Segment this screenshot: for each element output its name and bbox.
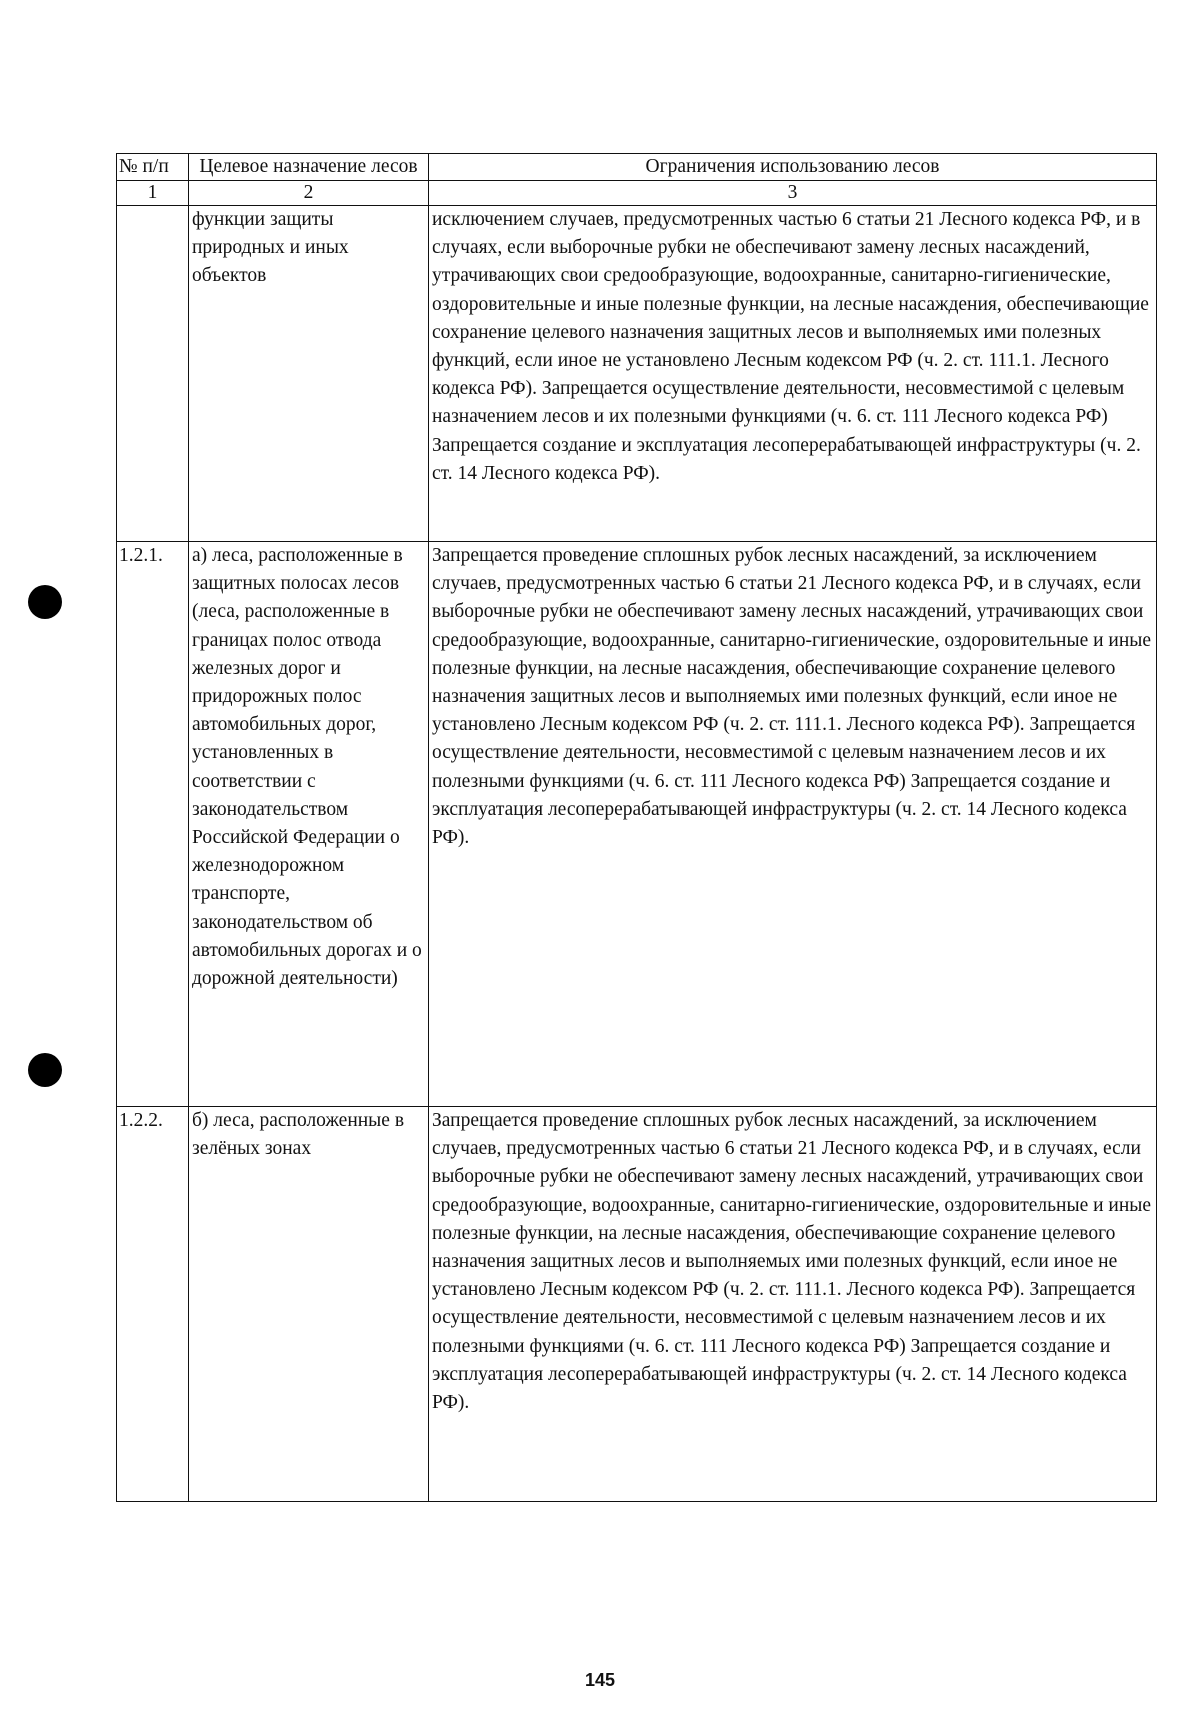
column-number-row [117, 181, 1157, 206]
table-header-row [117, 154, 1157, 181]
row-restrictions: Запрещается проведение сплошных рубок лесных насаждений, за исключением случаев, предусмотренных частью 6 статьи 21 Лесного кодекса РФ, и в случаях, если выборочные рубки не обеспечивают замену лесных насаждений, утрачивающих свои средообразующие, водоохранные, санитарно-гигиенические, оздоровительные и иные полезные функции, на лесные насаждения, обеспечивающие сохранение целевого назначения защитных лесов и выполняемых ими полезных функций, если иное не установлено Лесным кодексом РФ (ч. 2. ст. 111.1. Лесного кодекса РФ). Запрещается осуществление деятельности, несовместимой с целевым назначением лесов и их полезными функциями (ч. 6. ст. 111 Лесного кодекса РФ) Запрещается создание и эксплуатация лесоперерабатывающей инфраструктуры (ч. 2. ст. 14 Лесного кодекса РФ). [429, 542, 1157, 1107]
row-purpose: функции защиты природных и иных объектов [189, 206, 429, 542]
header-restrictions: Ограничения использованию лесов [429, 154, 1157, 181]
restrictions-table [116, 153, 1157, 1502]
row-purpose: б) леса, расположенные в зелёных зонах [189, 1107, 429, 1502]
table-row [117, 206, 1157, 542]
row-restrictions: исключением случаев, предусмотренных частью 6 статьи 21 Лесного кодекса РФ, и в случаях, если выборочные рубки не обеспечивают замену лесных насаждений, утрачивающих свои средообразующие, водоохранные, санитарно-гигиенические, оздоровительные и иные полезные функции, на лесные насаждения, обеспечивающие сохранение целевого назначения защитных лесов и выполняемых ими полезных функций, если иное не установлено Лесным кодексом РФ (ч. 2. ст. 111.1. Лесного кодекса РФ). Запрещается осуществление деятельности, несовместимой с целевым назначением лесов и их полезными функциями (ч. 6. ст. 111 Лесного кодекса РФ) Запрещается создание и эксплуатация лесоперерабатывающей инфраструктуры (ч. 2. ст. 14 Лесного кодекса РФ). [429, 206, 1157, 542]
punch-hole-bottom [28, 1053, 62, 1087]
row-restrictions: Запрещается проведение сплошных рубок лесных насаждений, за исключением случаев, предусмотренных частью 6 статьи 21 Лесного кодекса РФ, и в случаях, если выборочные рубки не обеспечивают замену лесных насаждений, утрачивающих свои средообразующие, водоохранные, санитарно-гигиенические, оздоровительные и иные полезные функции, на лесные насаждения, обеспечивающие сохранение целевого назначения защитных лесов и выполняемых ими полезных функций, если иное не установлено Лесным кодексом РФ (ч. 2. ст. 111.1. Лесного кодекса РФ). Запрещается осуществление деятельности, несовместимой с целевым назначением лесов и их полезными функциями (ч. 6. ст. 111 Лесного кодекса РФ) Запрещается создание и эксплуатация лесоперерабатывающей инфраструктуры (ч. 2. ст. 14 Лесного кодекса РФ). [429, 1107, 1157, 1502]
column-number-1: 1 [117, 181, 189, 206]
table-row [117, 1107, 1157, 1502]
row-number: 1.2.2. [117, 1107, 189, 1502]
page-number: 145 [584, 1670, 616, 1690]
punch-hole-top [28, 585, 62, 619]
table-row [117, 542, 1157, 1107]
header-number: № п/п [117, 154, 189, 181]
row-number: 1.2.1. [117, 542, 189, 1107]
row-purpose: а) леса, расположенные в защитных полосах лесов (леса, расположенные в границах полос отвода железных дорог и придорожных полос автомобильных дорог, установленных в соответствии с законодательством Российской Федерации о железнодорожном транспорте, законодательством об автомобильных дорогах и о дорожной деятельности) [189, 542, 429, 1107]
column-number-3: 3 [429, 181, 1157, 206]
column-number-2: 2 [189, 181, 429, 206]
row-number [117, 206, 189, 542]
header-purpose: Целевое назначение лесов [189, 154, 429, 181]
